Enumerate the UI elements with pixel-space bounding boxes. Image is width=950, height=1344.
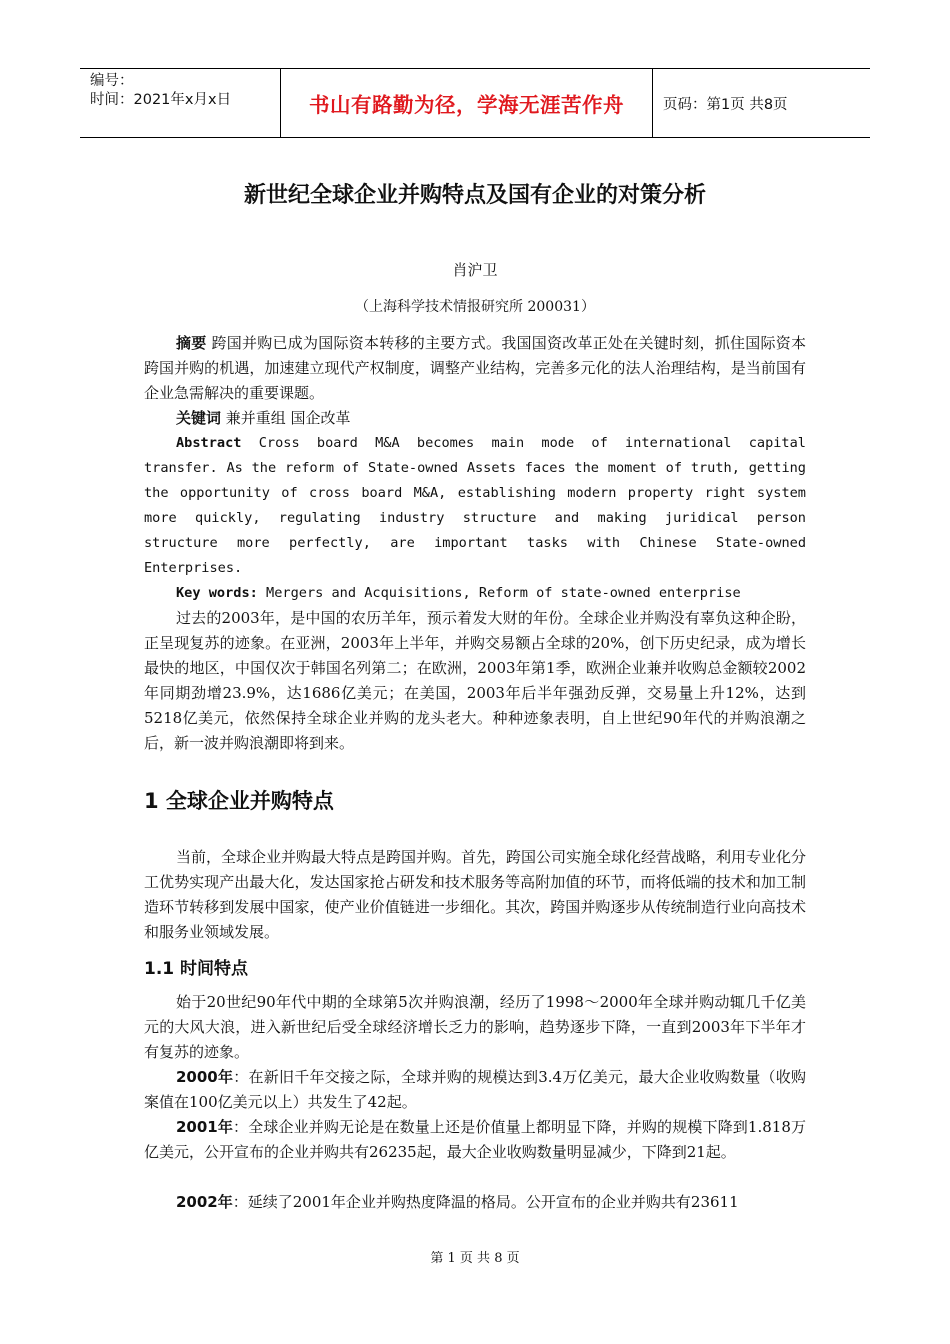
header-table: [80, 68, 870, 138]
intro-paragraph: 过去的2003年，是中国的农历羊年，预示着发大财的年份。全球企业并购没有辜负这种企盼，正呈现复苏的迹象。在亚洲，2003年上半年，并购交易额占全球的20%，创下历史纪录，成为增长最快的地区，中国仅次于韩国名列第二；在欧洲，2003年第1季，欧洲企业兼并收购总金额较2002年同期劲增23.9%，达1686亿美元；在美国，2003年后半年强劲反弹，交易量上升12%，达到5218亿美元，依然保持全球企业并购的龙头老大。种种迹象表明，自上世纪90年代的并购浪潮之后，新一波并购浪潮即将到来。: [144, 609, 806, 752]
abstract-en-label: Abstract: [176, 435, 242, 451]
year-2000-text: ：在新旧千年交接之际，全球并购的规模达到3.4万亿美元，最大企业收购数量（收购案值在100亿美元以上）共发生了42起。: [144, 1068, 807, 1111]
header-page-info: 页码：第1页 共8页: [663, 96, 788, 113]
document-title: 新世纪全球企业并购特点及国有企业的对策分析: [243, 183, 706, 208]
year-2002-label: 2002年: [176, 1193, 233, 1211]
section-1-heading: 1 全球企业并购特点: [144, 789, 334, 813]
header-meta-cell: [80, 69, 281, 137]
keywords-en-paragraph: [144, 581, 806, 606]
keywords-label: 关键词: [176, 409, 222, 427]
year-2001-paragraph: [144, 1115, 806, 1165]
abstract-text: 跨国并购已成为国际资本转移的主要方式。我国国资改革正处在关键时刻，抓住国际资本跨国并购的机遇，加速建立现代产权制度，调整产业结构，完善多元化的法人治理结构，是当前国有企业急需解决的重要课题。: [144, 334, 806, 402]
keywords-en-label: Key words:: [176, 585, 258, 601]
header-motto: 书山有路勤为径，学海无涯苦作舟: [281, 69, 653, 137]
abstract-paragraph: [144, 331, 806, 406]
year-2001-label: 2001年: [176, 1118, 234, 1136]
section-1-paragraph: 当前，全球企业并购最大特点是跨国并购。首先，跨国公司实施全球化经营战略，利用专业化分工优势实现产出最大化，发达国家抢占研发和技术服务等高附加值的环节，而将低端的技术和加工制造环节转移到发展中国家，使产业价值链进一步细化。其次，跨国并购逐步从传统制造行业向高技术和服务业领域发展。: [144, 848, 807, 941]
document-time-label: 时间：2021年x月x日: [90, 92, 232, 108]
page-footer: 第 1 页 共 8 页: [430, 1251, 520, 1266]
section-1-1-paragraph: 始于20世纪90年代中期的全球第5次并购浪潮，经历了1998～2000年全球并购动辄几千亿美元的大风大浪，进入新世纪后受全球经济增长乏力的影响，趋势逐步下降，一直到2003年下半年才有复苏的迹象。: [144, 993, 806, 1061]
year-2002-paragraph: [144, 1190, 806, 1215]
author-affiliation: （上海科学技术情报研究所 200031）: [355, 299, 595, 315]
keywords-paragraph: [144, 406, 806, 431]
abstract-en-text: Cross board M&A becomes main mode of international capital transfer. As the reform of State-owned Assets faces the moment of truth, getting the opportunity of cross board M&A, establishing modern property right system more quickly, regulating industry structure and making juridical person structure more perfectly, are important tasks with Chinese State-owned Enterprises.: [144, 435, 806, 576]
section-1-1-heading: 1.1 时间特点: [144, 959, 249, 979]
keywords-text: 兼并重组 国企改革: [221, 409, 351, 427]
year-2002-text: ：延续了2001年企业并购热度降温的格局。公开宣布的企业并购共有23611: [232, 1193, 739, 1211]
abstract-label: 摘要: [176, 334, 207, 352]
year-2001-text: ：全球企业并购无论是在数量上还是价值量上都明显下降，并购的规模下降到1.818万亿美元，公开宣布的企业并购共有26235起，最大企业收购数量明显减少，下降到21起。: [144, 1118, 807, 1161]
keywords-en-text: Mergers and Acquisitions, Reform of state-owned enterprise: [257, 585, 741, 601]
document-number-label: 编号：: [90, 73, 134, 89]
year-2000-label: 2000年: [176, 1068, 234, 1086]
abstract-en-paragraph: [144, 431, 806, 581]
author-name: 肖沪卫: [452, 261, 498, 279]
year-2000-paragraph: [144, 1065, 806, 1115]
